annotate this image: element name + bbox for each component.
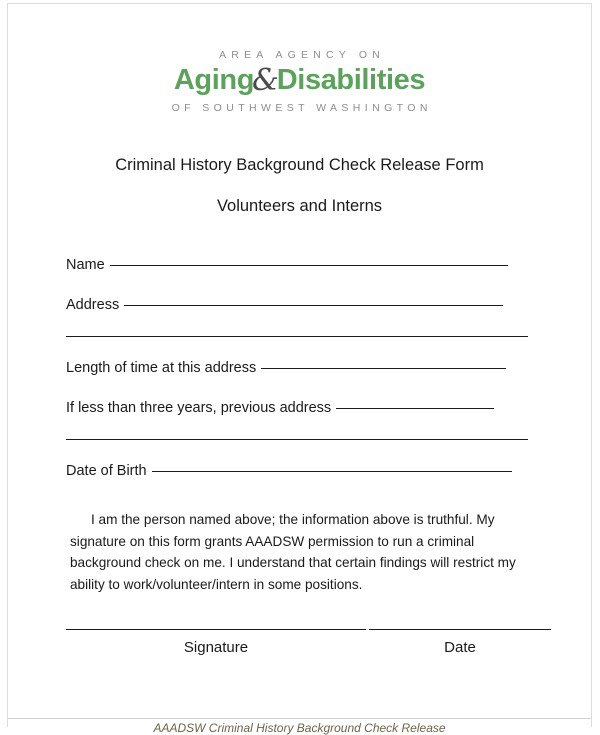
logo-word-aging: Aging <box>173 64 255 96</box>
signature-caption: Signature <box>183 639 249 657</box>
field-row-date-of-birth <box>66 462 543 481</box>
field-row-previous-address-continuation <box>66 439 543 440</box>
field-blank-address-continuation[interactable] <box>66 336 528 337</box>
field-row-name <box>66 256 543 275</box>
field-label-address: Address <box>66 297 120 314</box>
field-label-length-of-time: Length of time at this address <box>66 360 257 377</box>
field-label-name: Name <box>66 257 105 274</box>
field-row-address-continuation <box>66 336 543 337</box>
date-column <box>369 629 551 656</box>
field-blank-date-of-birth[interactable] <box>152 471 512 472</box>
field-blank-previous-address[interactable] <box>336 408 494 409</box>
field-row-length-of-time <box>66 359 543 378</box>
signature-block <box>8 629 591 656</box>
agency-logo <box>8 48 591 115</box>
logo-wordmark <box>8 63 591 98</box>
field-label-date-of-birth: Date of Birth <box>66 463 147 480</box>
field-blank-address[interactable] <box>124 305 503 306</box>
field-row-previous-address <box>66 399 543 418</box>
logo-line-top: AREA AGENCY ON <box>219 49 386 61</box>
signature-column <box>66 629 369 656</box>
field-blank-previous-address-continuation[interactable] <box>66 439 528 440</box>
page-footer <box>8 718 591 735</box>
field-row-address <box>66 296 543 315</box>
field-label-previous-address: If less than three years, previous address <box>66 400 332 417</box>
date-caption: Date <box>444 639 476 657</box>
signature-blank[interactable] <box>66 629 366 630</box>
logo-word-disabilities: Disabilities <box>276 64 426 96</box>
field-blank-length-of-time[interactable] <box>261 368 506 369</box>
field-blank-name[interactable] <box>110 265 508 266</box>
page-subtitle: Volunteers and Interns <box>216 197 383 216</box>
page-title: Criminal History Background Check Release Form <box>115 156 484 175</box>
form-fields <box>8 256 591 481</box>
logo-line-bottom: OF SOUTHWEST WASHINGTON <box>171 102 432 115</box>
document-page <box>7 3 592 735</box>
ampersand-ornament-icon: & <box>252 63 279 98</box>
footer-text: AAADSW Criminal History Background Check Release <box>153 721 446 735</box>
consent-statement: I am the person named above; the information above is truthful. My signature on this form grants AAADSW permission to run a criminal background check on me. I understand that certain findings will restrict my ability to work/volunteer/intern in some positions. <box>70 512 516 592</box>
date-blank[interactable] <box>369 629 551 630</box>
